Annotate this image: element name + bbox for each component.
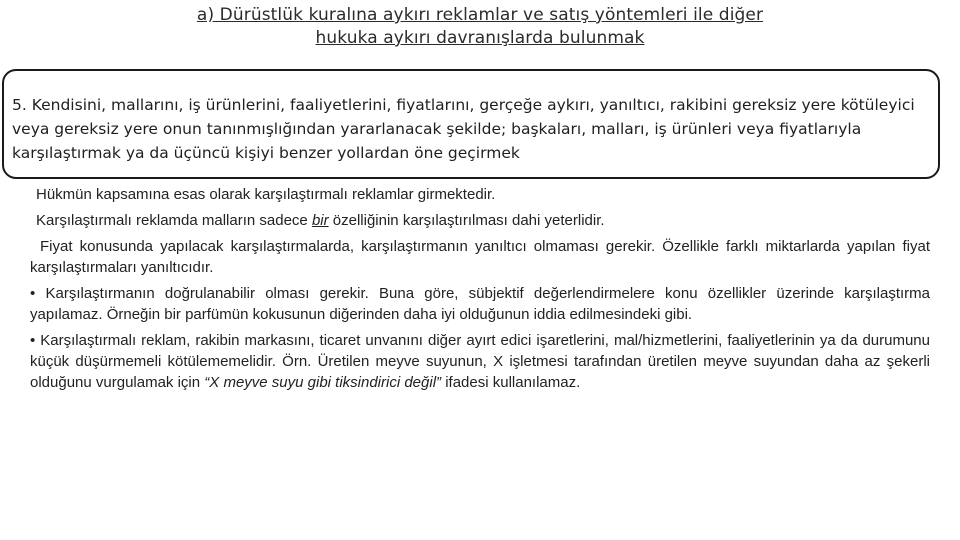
legal-rule-text: 5. Kendisini, mallarını, iş ürünlerini, faaliyetlerini, fiyatlarını, gerçeğe aykırı, yanıltıcı, rakibini gereksiz yere kötüleyici veya gereksiz yere onun tanınmışlığından yararlanacak şekilde; başkaları, malları, iş ürünleri veya fiyatlarıyla karşılaştırmak ya da üçüncü kişiyi benzer yollardan öne geçirmek xyxy=(12,96,915,162)
title-line-1: a) Dürüstlük kuralına aykırı reklamlar ve satış yöntemleri ile diğer xyxy=(196,5,764,25)
paragraph-single-feature xyxy=(30,210,930,231)
paragraph-verifiable: • Karşılaştırmanın doğrulanabilir olması gerekir. Buna göre, sübjektif değerlendirmelere konu özellikler üzerinde karşılaştırma yapılamaz. Örneğin bir parfümün kokusunun diğerinden daha iyi olduğunun iddia edilmesindeki gibi. xyxy=(30,285,930,323)
paragraph-denigration-end: ifadesi kullanılamaz. xyxy=(441,374,581,391)
paragraph-price-comparison: Fiyat konusunda yapılacak karşılaştırmalarda, karşılaştırmanın yanıltıcı olmaması gerekir. Özellikle farklı miktarlarda yapılan fiyat karşılaştırmaları yanıltıcıdır. xyxy=(30,238,930,276)
paragraph-denigration xyxy=(30,330,930,393)
paragraph-single-feature-end: özelliğinin karşılaştırılması dahi yeterlidir. xyxy=(328,212,605,229)
explanation-body xyxy=(30,184,930,398)
title-line-2: hukuka aykırı davranışlarda bulunmak xyxy=(315,28,645,48)
paragraph-single-feature-start: Karşılaştırmalı reklamda malların sadece xyxy=(36,212,312,229)
paragraph-scope: Hükmün kapsamına esas olarak karşılaştırmalı reklamlar girmektedir. xyxy=(36,186,496,203)
slide-title xyxy=(0,4,960,50)
legal-rule-box xyxy=(2,69,940,179)
paragraph-denigration-start: • Karşılaştırmalı reklam, rakibin markasını, ticaret unvanını diğer ayırt edici işaretlerini, mal/hizmetlerini, faaliyetlerinin ya da durumunu küçük düşürmemeli kötülememelidir. Örn. Üretilen meyve suyunun, X işletmesi tarafından üretilen meyve suyundan daha az şekerli olduğunu vurgulamak için xyxy=(30,332,930,391)
example-quote: “X meyve suyu gibi tiksindirici değil” xyxy=(204,374,442,391)
emphasis-word: bir xyxy=(311,212,329,229)
